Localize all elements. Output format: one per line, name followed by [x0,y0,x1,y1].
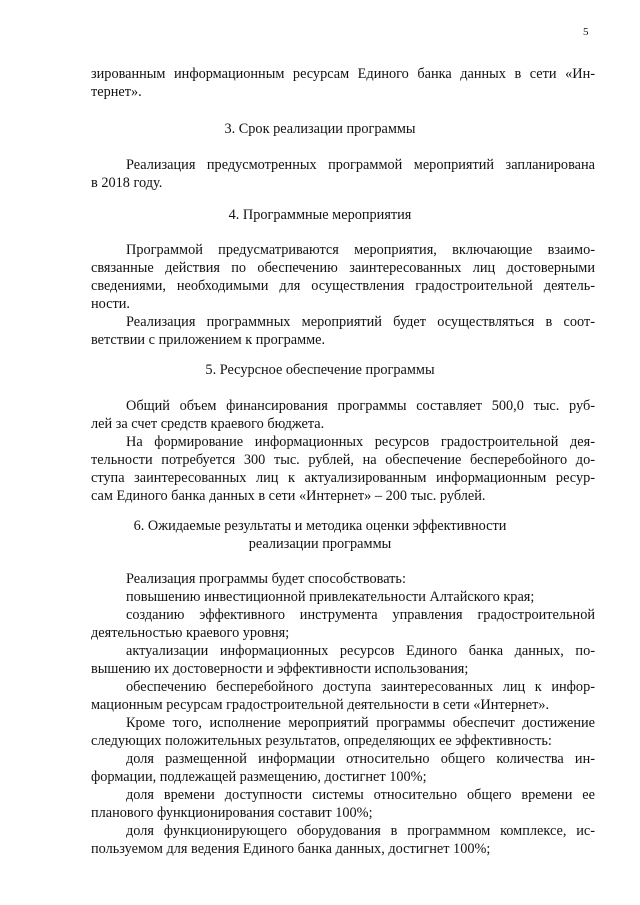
section-heading: 3. Срок реализации программы [224,121,416,137]
text-line: Реализация программы будет способствовать: [126,571,406,587]
text-line: обеспечению бесперебойного доступа заинтересованных лиц к инфор- [126,679,595,695]
text-line: Кроме того, исполнение мероприятий программы обеспечит достижение [126,715,595,731]
text-line: сведениями, необходимыми для осуществления градостроительной деятель- [91,278,595,294]
text-line: Программой предусматриваются мероприятия, включающие взаимо- [126,242,595,258]
text-line: связанные действия по обеспечению заинтересованных лиц достоверными [91,260,595,276]
text-line: доля размещенной информации относительно общего количества ин- [126,751,595,767]
text-line: доля функционирующего оборудования в программном комплексе, ис- [126,823,595,839]
text-line: тельности потребуется 300 тыс. рублей, на обеспечение бесперебойного до- [91,452,595,468]
text-line: лей за счет средств краевого бюджета. [91,416,325,432]
text-line: созданию эффективного инструмента управления градостроительной [126,607,595,623]
text-line: ности. [91,296,130,312]
section-heading: 6. Ожидаемые результаты и методика оценки эффективности [133,518,507,534]
text-line: Реализация программных мероприятий будет осуществляться в соот- [126,314,595,330]
text-line: Общий объем финансирования программы составляет 500,0 тыс. руб- [126,398,595,414]
text-line: мационным ресурсам градостроительной деятельности в сети «Интернет». [91,697,550,713]
text-line: тернет». [91,84,142,100]
text-line: актуализации информационных ресурсов Единого банка данных, по- [126,643,595,659]
text-line: Реализация предусмотренных программой мероприятий запланирована [126,157,595,173]
text-line: ветствии с приложением к программе. [91,332,326,348]
text-line: сам Единого банка данных в сети «Интернет» – 200 тыс. рублей. [91,488,486,504]
text-line: доля времени доступности системы относительно общего времени ее [126,787,595,803]
text-line: в 2018 году. [91,175,163,191]
section-heading: реализации программы [248,536,392,552]
text-line: ступа заинтересованных лиц к актуализированным информационным ресур- [91,470,595,486]
page-number: 5 [583,26,589,38]
text-line: повышению инвестиционной привлекательности Алтайского края; [126,589,535,605]
text-line: зированным информационным ресурсам Единого банка данных в сети «Ин- [91,66,595,82]
section-heading: 4. Программные мероприятия [228,207,412,223]
text-line: деятельностью краевого уровня; [91,625,290,641]
text-line: следующих положительных результатов, определяющих ее эффективность: [91,733,552,749]
text-line: пользуемом для ведения Единого банка данных, достигнет 100%; [91,841,491,857]
text-line: На формирование информационных ресурсов градостроительной дея- [126,434,595,450]
section-heading: 5. Ресурсное обеспечение программы [205,362,435,378]
text-line: вышению их достоверности и эффективности использования; [91,661,469,677]
text-line: формации, подлежащей размещению, достигнет 100%; [91,769,427,785]
text-line: планового функционирования составит 100%; [91,805,373,821]
